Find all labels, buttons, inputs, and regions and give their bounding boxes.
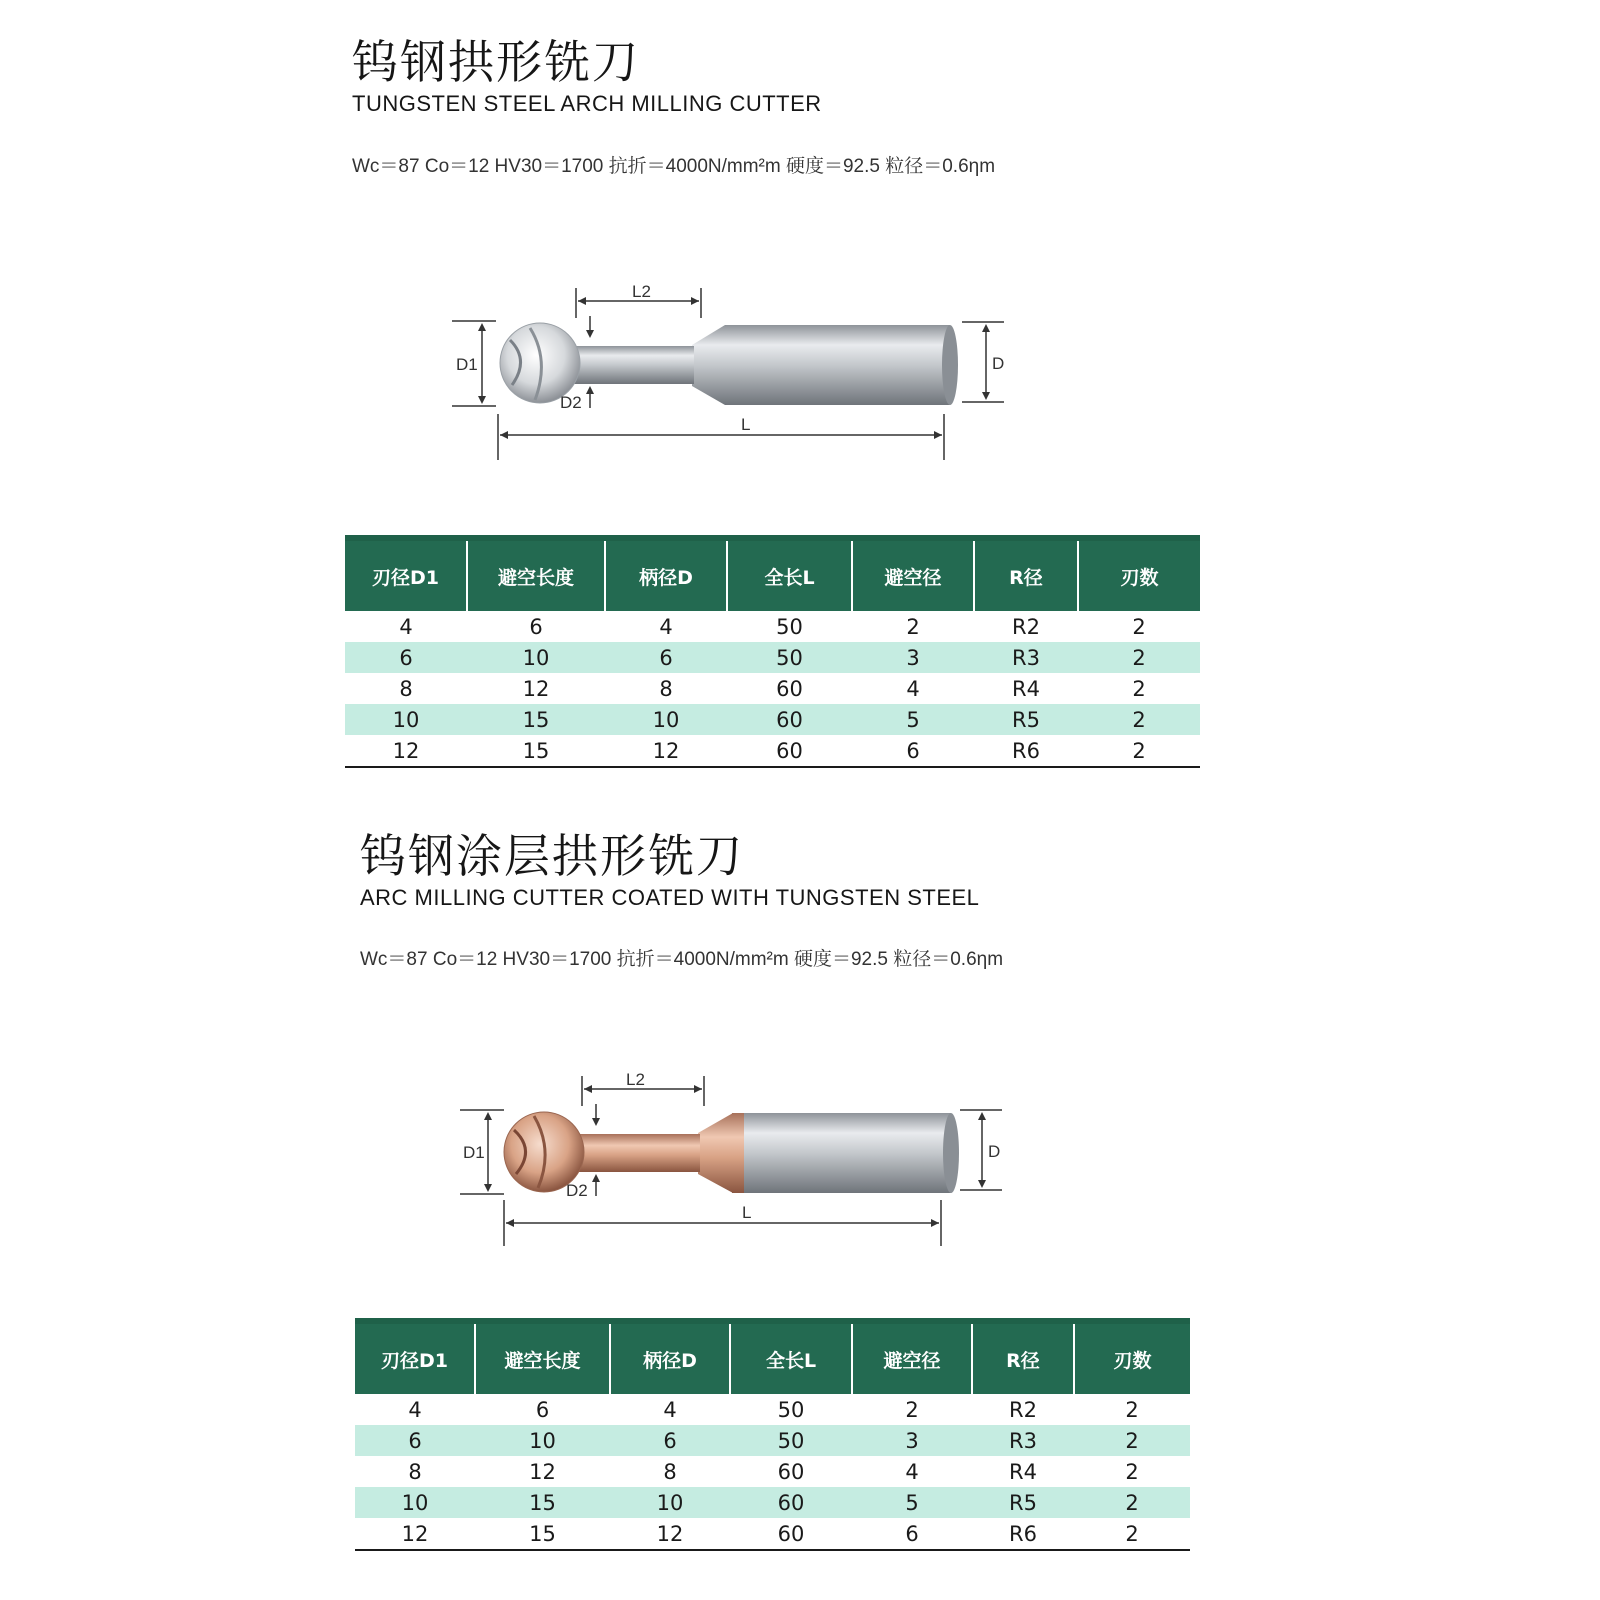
table-cell: 2	[1078, 704, 1200, 735]
header-radius: R径	[972, 1324, 1074, 1394]
table-cell: R4	[1009, 1459, 1037, 1484]
table-cell: 2	[1132, 614, 1146, 639]
table-cell: 50	[727, 642, 852, 673]
table-header-row	[345, 541, 1200, 611]
label-l: L	[742, 1203, 752, 1222]
table-cell: 2	[1125, 1397, 1139, 1422]
table-row	[355, 1518, 1190, 1550]
table-cell: 2	[905, 1397, 919, 1422]
dimension-d1	[460, 1110, 504, 1194]
header-flutes: 刃数	[1074, 1324, 1190, 1394]
table-cell: 4	[663, 1397, 677, 1422]
table-cell: 6	[610, 1425, 730, 1456]
table-row	[355, 1456, 1190, 1487]
table-cell: 8	[659, 676, 673, 701]
table-cell: 6	[852, 735, 974, 767]
table-cell: 2	[906, 614, 920, 639]
table-header-row	[355, 1324, 1190, 1394]
table-cell: 50	[776, 614, 803, 639]
table-cell: 10	[605, 704, 727, 735]
table-cell: 15	[467, 735, 605, 767]
section1-spec-table	[345, 535, 1200, 768]
label-d1: D1	[456, 355, 478, 374]
table-cell: 4	[408, 1397, 422, 1422]
table-cell: 2	[1074, 1487, 1190, 1518]
label-d2: D2	[566, 1181, 588, 1200]
label-d: D	[988, 1142, 1001, 1161]
table-cell: 50	[730, 1425, 852, 1456]
header-clearance-length: 避空长度	[475, 1324, 610, 1394]
header-clearance-diameter: 避空径	[852, 1324, 972, 1394]
header-overall-length: 全长L	[730, 1324, 852, 1394]
dimension-l	[504, 1200, 941, 1246]
section1-title-en: TUNGSTEN STEEL ARCH MILLING CUTTER	[352, 91, 822, 116]
table-cell: R4	[1012, 676, 1040, 701]
table-cell: 2	[1078, 642, 1200, 673]
table-cell: 60	[777, 1459, 805, 1484]
table-cell: 12	[605, 735, 727, 767]
table-cell: 10	[610, 1487, 730, 1518]
table-cell: 50	[777, 1397, 805, 1422]
label-l: L	[741, 415, 751, 434]
table-cell: 12	[355, 1518, 475, 1550]
dimension-l2	[582, 1070, 704, 1126]
table-cell: 6	[529, 614, 543, 639]
dimension-d1	[452, 321, 496, 406]
table-cell: 4	[659, 614, 673, 639]
dimension-l2	[576, 282, 701, 338]
table-cell: 15	[475, 1518, 610, 1550]
table-cell: 8	[663, 1459, 677, 1484]
table-cell: R5	[974, 704, 1078, 735]
table-cell: 4	[399, 614, 413, 639]
section1-title-cn: 钨钢拱形铣刀	[352, 35, 640, 89]
table-cell: 2	[1132, 676, 1146, 701]
table-cell: 4	[906, 676, 920, 701]
section2-title-en: ARC MILLING CUTTER COATED WITH TUNGSTEN STEEL	[360, 885, 980, 910]
table-cell: 6	[852, 1518, 972, 1550]
table-row	[345, 704, 1200, 735]
section1-spec-line: Wc＝87 Co＝12 HV30＝1700 抗折＝4000N/mm²m 硬度＝92.5 粒径＝0.6ηm	[352, 156, 996, 177]
table-cell: 6	[535, 1397, 550, 1422]
dimension-d	[960, 1110, 1002, 1190]
table-cell: 5	[852, 1487, 972, 1518]
header-overall-length: 全长L	[727, 541, 852, 611]
label-l2: L2	[632, 282, 651, 301]
table-cell: R3	[972, 1425, 1074, 1456]
table-cell: 60	[730, 1487, 852, 1518]
table-cell: 6	[605, 642, 727, 673]
header-shank-diameter: 柄径D	[605, 541, 727, 611]
header-clearance-diameter: 避空径	[852, 541, 974, 611]
table-row	[355, 1425, 1190, 1456]
table-row	[345, 673, 1200, 704]
table-cell: R2	[1012, 614, 1040, 639]
table-cell: R3	[974, 642, 1078, 673]
table-row	[345, 735, 1200, 767]
table-cell: 8	[408, 1459, 422, 1484]
table-cell: 60	[727, 735, 852, 767]
section2-spec-line: Wc＝87 Co＝12 HV30＝1700 抗折＝4000N/mm²m 硬度＝92.5 粒径＝0.6ηm	[360, 949, 1004, 970]
table-cell: 3	[852, 1425, 972, 1456]
table-cell: R2	[1009, 1397, 1037, 1422]
table-cell: 2	[1078, 735, 1200, 767]
table-cell: R6	[974, 735, 1078, 767]
header-blade-diameter: 刃径D1	[345, 541, 467, 611]
table-cell: R6	[972, 1518, 1074, 1550]
table-cell: 12	[345, 735, 467, 767]
header-blade-diameter: 刃径D1	[355, 1324, 475, 1394]
label-d: D	[992, 354, 1005, 373]
header-radius: R径	[974, 541, 1078, 611]
label-d2: D2	[560, 393, 582, 412]
table-cell: 60	[727, 704, 852, 735]
table-cell: 2	[1074, 1425, 1190, 1456]
table-cell: 3	[852, 642, 974, 673]
table-cell: R5	[972, 1487, 1074, 1518]
table-cell: 12	[610, 1518, 730, 1550]
table-cell: 15	[475, 1487, 610, 1518]
table-row	[355, 1394, 1190, 1425]
table-cell: 6	[355, 1425, 475, 1456]
header-clearance-length: 避空长度	[467, 541, 605, 611]
table-cell: 10	[467, 642, 605, 673]
table-cell: 10	[345, 704, 467, 735]
label-l2: L2	[626, 1070, 645, 1089]
label-d1: D1	[463, 1143, 485, 1162]
section1-cutter-diagram	[440, 280, 1040, 480]
table-cell: 60	[730, 1518, 852, 1550]
section2-title-cn: 钨钢涂层拱形铣刀	[360, 829, 744, 883]
table-cell: 12	[529, 1459, 556, 1484]
table-cell: 8	[399, 676, 413, 701]
header-shank-diameter: 柄径D	[610, 1324, 730, 1394]
table-row	[355, 1487, 1190, 1518]
table-cell: 4	[905, 1459, 919, 1484]
dimension-d	[962, 322, 1004, 402]
section2-spec-table	[355, 1318, 1190, 1551]
table-row	[345, 642, 1200, 673]
table-cell: 10	[475, 1425, 610, 1456]
table-cell: 12	[522, 676, 550, 701]
section2-coated-cutter-diagram	[446, 1068, 1046, 1268]
table-cell: 60	[776, 676, 803, 701]
dimension-l	[498, 414, 944, 460]
table-cell: 2	[1125, 1459, 1139, 1484]
table-cell: 10	[355, 1487, 475, 1518]
table-cell: 15	[467, 704, 605, 735]
header-flutes: 刃数	[1078, 541, 1200, 611]
table-row	[345, 611, 1200, 642]
table-cell: 2	[1074, 1518, 1190, 1550]
table-cell: 6	[345, 642, 467, 673]
table-cell: 5	[852, 704, 974, 735]
